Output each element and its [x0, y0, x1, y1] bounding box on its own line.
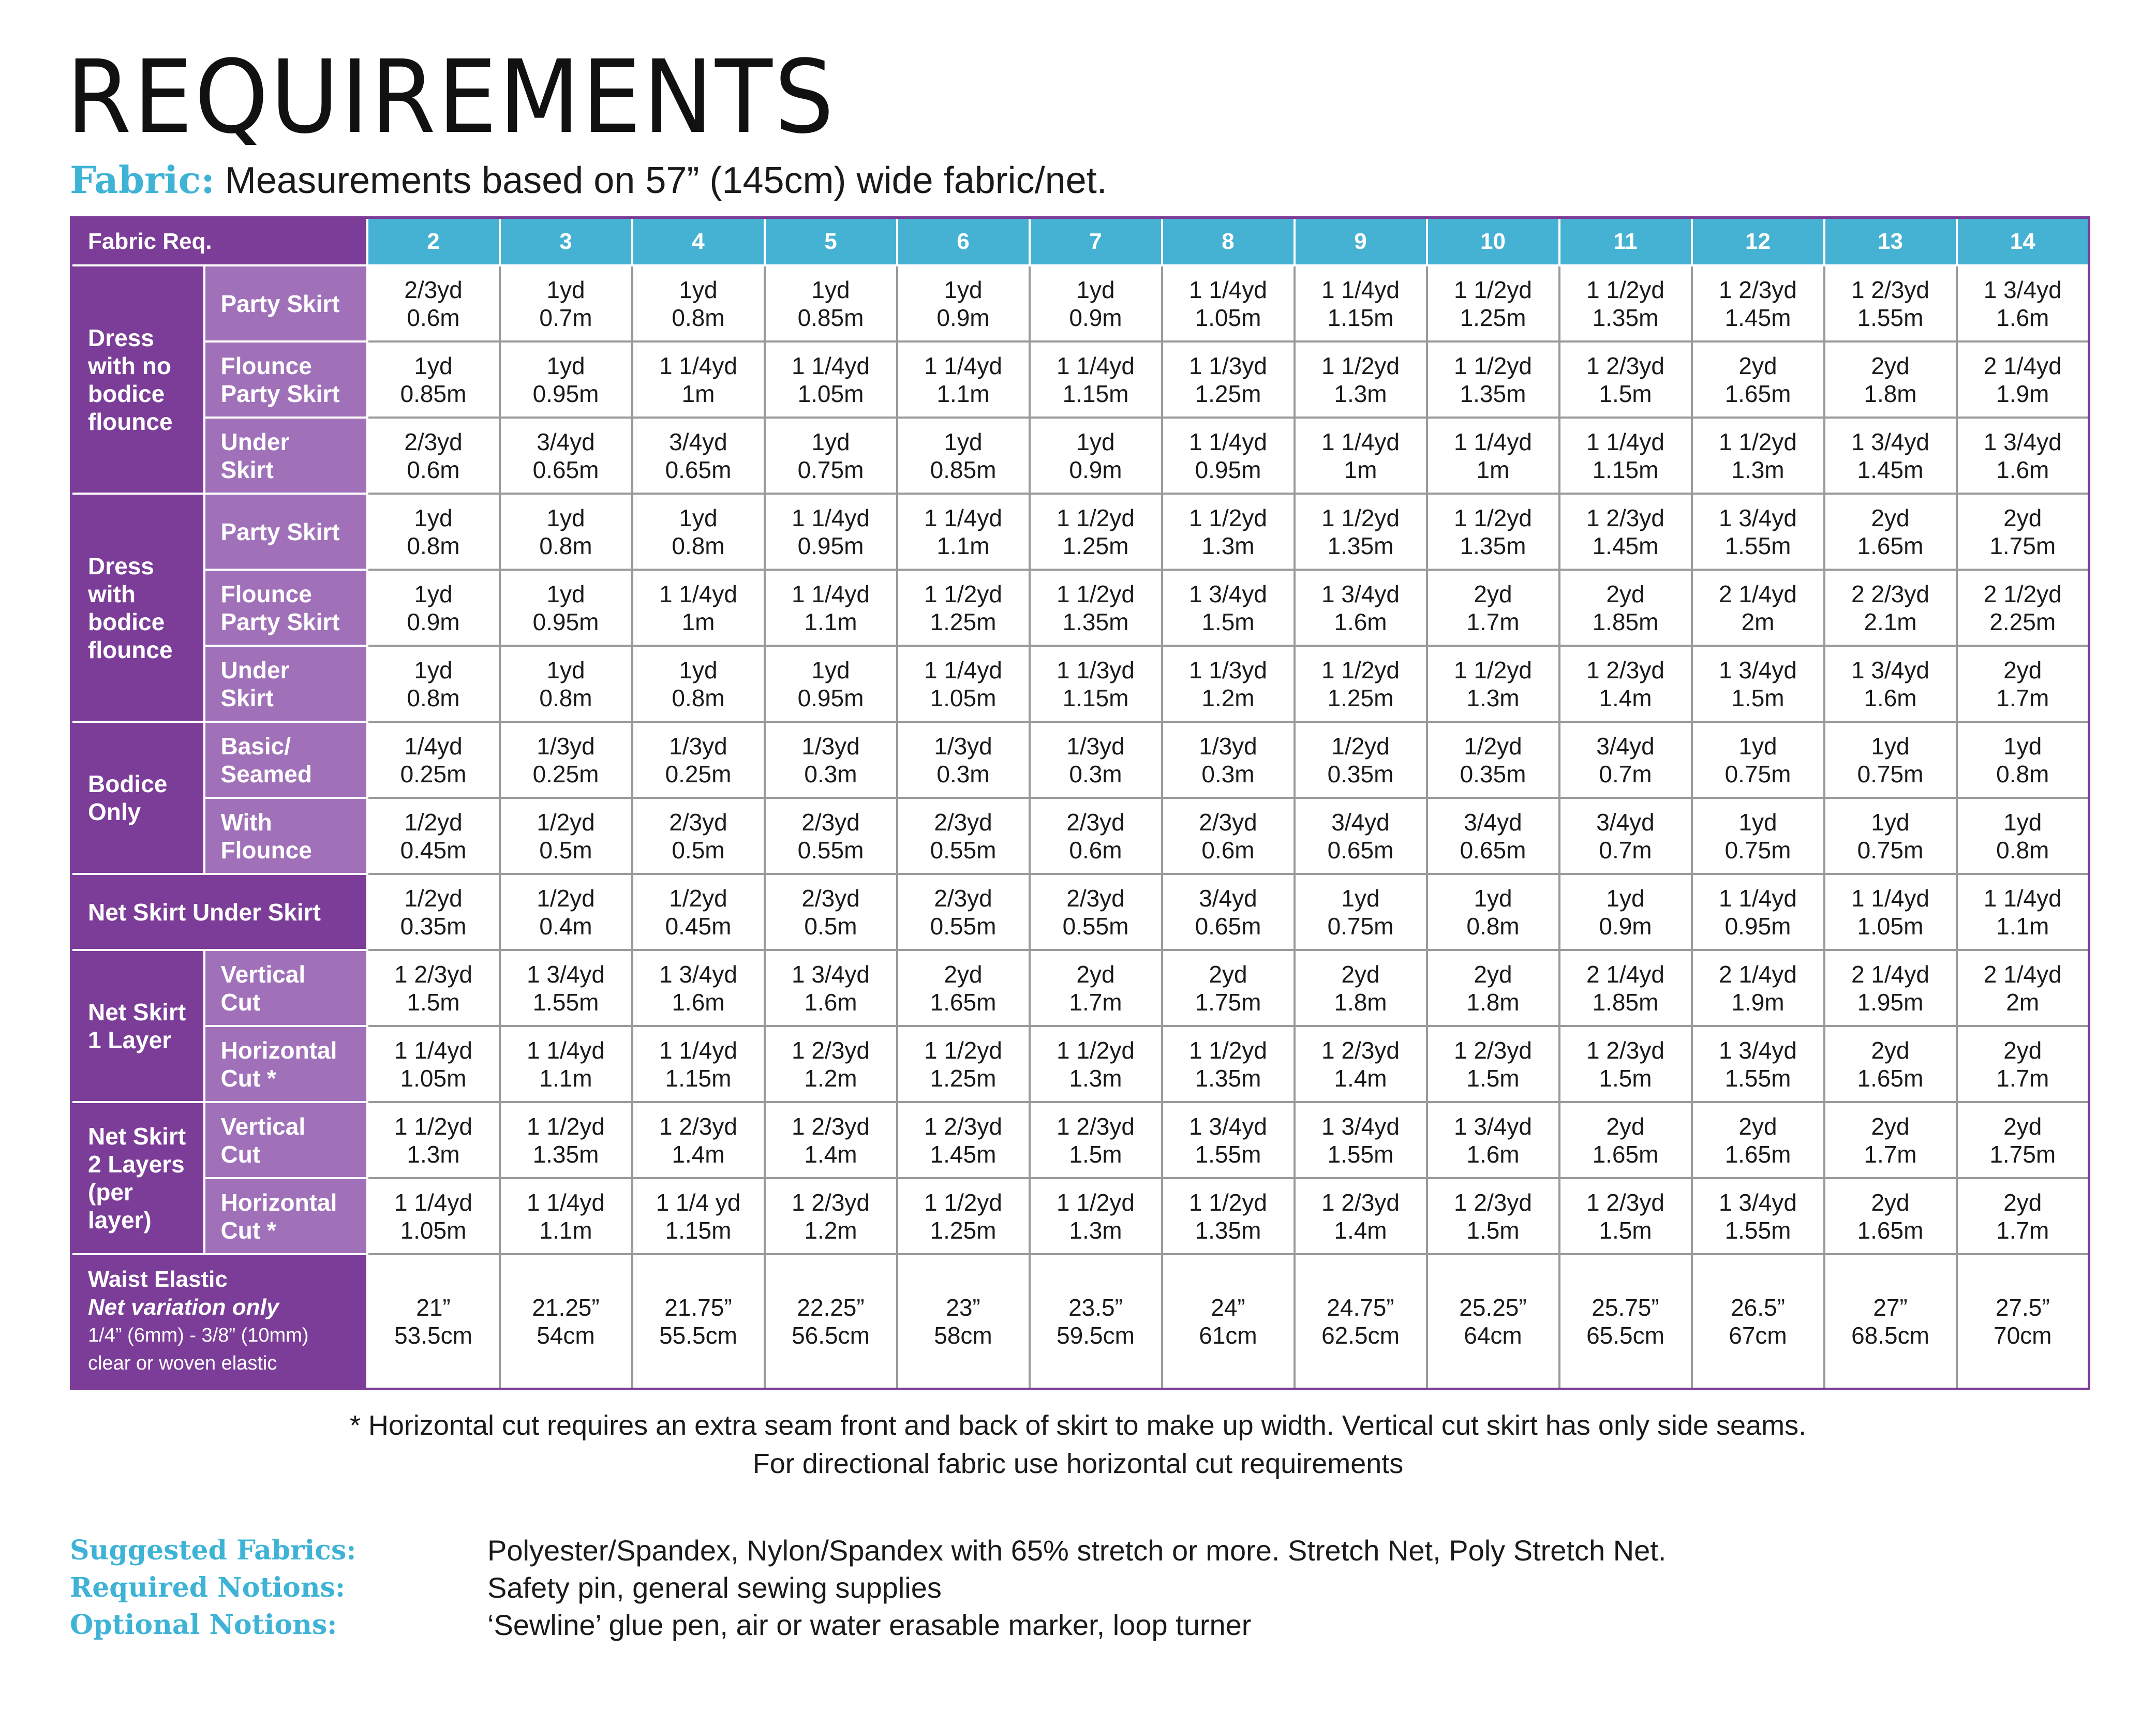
table-cell: 23.5” 59.5cm	[1030, 1254, 1162, 1389]
table-cell: 1 1/2yd 1.25m	[1295, 646, 1427, 722]
notions-value: ‘Sewline’ glue pen, air or water erasable marker, loop turner	[487, 1608, 1252, 1641]
table-cell: 2yd 1.65m	[897, 950, 1030, 1026]
row-label: Flounce Party Skirt	[204, 341, 367, 418]
table-cell: 3/4yd 0.65m	[632, 418, 765, 494]
table-cell: 1 1/2yd 1.3m	[1692, 418, 1824, 494]
table-cell: 1/3yd 0.3m	[765, 722, 897, 798]
table-cell: 2yd 1.75m	[1957, 494, 2089, 570]
size-header: 10	[1427, 218, 1559, 266]
table-cell: 1 1/2yd 1.25m	[1030, 494, 1162, 570]
table-row	[71, 1178, 2089, 1254]
table-cell: 1/2yd 0.35m	[1427, 722, 1559, 798]
table-cell: 27.5” 70cm	[1957, 1254, 2089, 1389]
table-cell: 2/3yd 0.55m	[765, 798, 897, 874]
row-label: Flounce Party Skirt	[204, 570, 367, 646]
table-cell: 26.5” 67cm	[1692, 1254, 1824, 1389]
table-cell: 27” 68.5cm	[1824, 1254, 1957, 1389]
table-cell: 1yd 0.75m	[1824, 798, 1957, 874]
table-row	[71, 1026, 2089, 1102]
table-cell: 1 2/3yd 1.5m	[1427, 1026, 1559, 1102]
row-label: Vertical Cut	[204, 1102, 367, 1178]
table-cell: 2 1/2yd 2.25m	[1957, 570, 2089, 646]
table-cell: 1 2/3yd 1.4m	[1295, 1026, 1427, 1102]
size-header: 5	[765, 218, 897, 266]
table-cell: 2yd 1.7m	[1824, 1102, 1957, 1178]
notions-list	[70, 1531, 1666, 1643]
size-header: 14	[1957, 218, 2089, 266]
waist-elastic-label	[71, 1254, 367, 1389]
table-row	[71, 265, 2089, 341]
size-header: 6	[897, 218, 1030, 266]
header-corner: Fabric Req.	[71, 218, 367, 266]
table-cell: 1 1/4yd 1.1m	[765, 570, 897, 646]
table-cell: 23” 58cm	[897, 1254, 1030, 1389]
table-cell: 1 1/2yd 1.25m	[897, 1178, 1030, 1254]
table-cell: 1/2yd 0.4m	[500, 874, 632, 950]
table-cell: 1 1/4yd 0.95m	[1692, 874, 1824, 950]
table-cell: 1yd 0.95m	[765, 646, 897, 722]
table-cell: 1yd 0.8m	[500, 494, 632, 570]
table-row	[71, 646, 2089, 722]
requirements-table	[70, 216, 2090, 1390]
table-cell: 1yd 0.8m	[1957, 722, 2089, 798]
table-cell: 1/3yd 0.3m	[1030, 722, 1162, 798]
table-cell: 2/3yd 0.5m	[765, 874, 897, 950]
table-cell: 1 3/4yd 1.6m	[1824, 646, 1957, 722]
table-cell: 1 1/2yd 1.25m	[1427, 265, 1559, 341]
table-cell: 1yd 0.9m	[897, 265, 1030, 341]
group-label: Net Skirt 2 Layers (per layer)	[71, 1102, 204, 1254]
group-label: Dress with no bodice flounce	[71, 265, 204, 494]
table-cell: 1 1/2yd 1.3m	[367, 1102, 500, 1178]
table-cell: 1 1/4yd 1.15m	[632, 1026, 765, 1102]
footnote	[0, 1406, 2156, 1483]
size-header: 4	[632, 218, 765, 266]
table-cell: 1 1/2yd 1.25m	[897, 570, 1030, 646]
table-cell: 1 1/2yd 1.35m	[1427, 341, 1559, 418]
table-cell: 1 2/3yd 1.4m	[1559, 646, 1692, 722]
table-cell: 1 1/4yd 1.05m	[1162, 265, 1295, 341]
table-cell: 1 3/4yd 1.5m	[1692, 646, 1824, 722]
table-cell: 2yd 1.8m	[1295, 950, 1427, 1026]
table-cell: 1 1/4yd 0.95m	[765, 494, 897, 570]
table-cell: 2yd 1.65m	[1692, 341, 1824, 418]
table-cell: 1 3/4yd 1.55m	[1692, 1026, 1824, 1102]
table-cell: 1 3/4yd 1.55m	[1162, 1102, 1295, 1178]
row-label: Horizontal Cut *	[204, 1178, 367, 1254]
table-cell: 1 1/2yd 1.35m	[1295, 494, 1427, 570]
group-label: Bodice Only	[71, 722, 204, 874]
table-cell: 1 2/3yd 1.5m	[1559, 341, 1692, 418]
table-cell: 3/4yd 0.65m	[1427, 798, 1559, 874]
table-cell: 1/2yd 0.35m	[1295, 722, 1427, 798]
table-cell: 1 2/3yd 1.5m	[1427, 1178, 1559, 1254]
table-cell: 1 1/4yd 1.05m	[765, 341, 897, 418]
row-label: Party Skirt	[204, 265, 367, 341]
table-cell: 1 2/3yd 1.2m	[765, 1026, 897, 1102]
table-row	[71, 874, 2089, 950]
table-cell: 3/4yd 0.7m	[1559, 798, 1692, 874]
table-cell: 2/3yd 0.6m	[367, 265, 500, 341]
table-cell: 1 1/4yd 1.15m	[1030, 341, 1162, 418]
group-label: Net Skirt 1 Layer	[71, 950, 204, 1102]
size-header: 9	[1295, 218, 1427, 266]
table-cell: 1 2/3yd 1.5m	[367, 950, 500, 1026]
table-row	[71, 494, 2089, 570]
fabric-description: Measurements based on 57” (145cm) wide fabric/net.	[214, 160, 1107, 201]
table-row	[71, 798, 2089, 874]
table-cell: 1 1/4yd 1.1m	[500, 1026, 632, 1102]
table-cell: 1 1/2yd 1.35m	[1559, 265, 1692, 341]
table-cell: 1yd 0.8m	[1427, 874, 1559, 950]
table-cell: 1 1/4yd 1.1m	[897, 494, 1030, 570]
table-cell: 1 2/3yd 1.45m	[1692, 265, 1824, 341]
table-cell: 22.25” 56.5cm	[765, 1254, 897, 1389]
table-cell: 2yd 1.7m	[1957, 646, 2089, 722]
table-cell: 2yd 1.7m	[1030, 950, 1162, 1026]
row-label: Vertical Cut	[204, 950, 367, 1026]
table-cell: 1 1/4yd 1.1m	[1957, 874, 2089, 950]
table-cell: 1 1/2yd 1.35m	[1162, 1178, 1295, 1254]
table-cell: 1 3/4yd 1.6m	[1295, 570, 1427, 646]
table-cell: 2/3yd 0.5m	[632, 798, 765, 874]
table-cell: 1 2/3yd 1.4m	[765, 1102, 897, 1178]
table-cell: 1yd 0.9m	[367, 570, 500, 646]
table-cell: 2yd 1.65m	[1559, 1102, 1692, 1178]
table-cell: 1yd 0.85m	[765, 265, 897, 341]
table-cell: 2yd 1.7m	[1957, 1178, 2089, 1254]
table-cell: 25.75” 65.5cm	[1559, 1254, 1692, 1389]
table-row	[71, 722, 2089, 798]
table-cell: 1 1/2yd 1.35m	[1162, 1026, 1295, 1102]
size-header: 11	[1559, 218, 1692, 266]
table-cell: 1 3/4yd 1.55m	[1295, 1102, 1427, 1178]
table-cell: 1 1/2yd 1.35m	[500, 1102, 632, 1178]
table-cell: 3/4yd 0.65m	[1295, 798, 1427, 874]
table-cell: 1 2/3yd 1.4m	[632, 1102, 765, 1178]
table-cell: 21.75” 55.5cm	[632, 1254, 765, 1389]
table-cell: 2 1/4yd 2m	[1692, 570, 1824, 646]
table-cell: 1/3yd 0.3m	[1162, 722, 1295, 798]
table-row	[71, 570, 2089, 646]
size-header: 7	[1030, 218, 1162, 266]
table-cell: 2/3yd 0.55m	[897, 874, 1030, 950]
table-cell: 1 1/4yd 1m	[1295, 418, 1427, 494]
table-cell: 1 1/4yd 1.1m	[897, 341, 1030, 418]
table-cell: 1yd 0.85m	[367, 341, 500, 418]
table-cell: 1 3/4yd 1.55m	[500, 950, 632, 1026]
table-cell: 2yd 1.75m	[1162, 950, 1295, 1026]
footnote-line-2: For directional fabric use horizontal cut requirements	[752, 1448, 1404, 1479]
row-label: Under Skirt	[204, 418, 367, 494]
table-cell: 2/3yd 0.55m	[1030, 874, 1162, 950]
notions-label: Required Notions:	[70, 1571, 346, 1603]
table-cell: 1yd 0.8m	[632, 265, 765, 341]
notions-row	[70, 1531, 1666, 1569]
table-cell: 1/3yd 0.25m	[500, 722, 632, 798]
table-cell: 1 1/2yd 1.3m	[1427, 646, 1559, 722]
footnote-line-1: * Horizontal cut requires an extra seam front and back of skirt to make up width. Vertical cut skirt has only side seams.	[349, 1410, 1807, 1441]
notions-row	[70, 1569, 1666, 1606]
row-label: Basic/ Seamed	[204, 722, 367, 798]
waist-elastic-line: Net variation only	[88, 1294, 279, 1320]
table-cell: 1yd 0.7m	[500, 265, 632, 341]
table-cell: 3/4yd 0.65m	[1162, 874, 1295, 950]
group-label: Dress with bodice flounce	[71, 494, 204, 722]
table-cell: 1 1/2yd 1.3m	[1030, 1178, 1162, 1254]
table-cell: 21” 53.5cm	[367, 1254, 500, 1389]
fabric-subtitle	[70, 158, 1107, 202]
table-cell: 1yd 0.75m	[1692, 798, 1824, 874]
waist-elastic-line: clear or woven elastic	[88, 1352, 277, 1374]
table-cell: 1 3/4yd 1.6m	[1957, 418, 2089, 494]
table-cell: 1 1/2yd 1.3m	[1162, 494, 1295, 570]
table-cell: 2 1/4yd 1.95m	[1824, 950, 1957, 1026]
table-cell: 1yd 0.85m	[897, 418, 1030, 494]
table-cell: 24” 61cm	[1162, 1254, 1295, 1389]
table-cell: 1yd 0.8m	[632, 646, 765, 722]
table-cell: 1 1/4yd 1.05m	[367, 1178, 500, 1254]
table-cell: 1 2/3yd 1.5m	[1559, 1026, 1692, 1102]
table-cell: 2 1/4yd 2m	[1957, 950, 2089, 1026]
waist-elastic-line: 1/4” (6mm) - 3/8” (10mm)	[88, 1324, 309, 1346]
table-cell: 1 1/3yd 1.2m	[1162, 646, 1295, 722]
table-cell: 1 3/4yd 1.45m	[1824, 418, 1957, 494]
table-cell: 1 3/4yd 1.6m	[765, 950, 897, 1026]
table-cell: 1 1/4 yd 1.15m	[632, 1178, 765, 1254]
table-cell: 1yd 0.8m	[367, 646, 500, 722]
table-cell: 2yd 1.65m	[1824, 1026, 1957, 1102]
size-header-row	[71, 218, 2089, 266]
table-cell: 1 2/3yd 1.4m	[1295, 1178, 1427, 1254]
table-cell: 1 1/4yd 1.15m	[1559, 418, 1692, 494]
row-label: Horizontal Cut *	[204, 1026, 367, 1102]
table-cell: 2yd 1.65m	[1824, 494, 1957, 570]
table-cell: 1 1/4yd 1.05m	[1824, 874, 1957, 950]
table-cell: 1yd 0.9m	[1030, 265, 1162, 341]
table-cell: 2 2/3yd 2.1m	[1824, 570, 1957, 646]
table-cell: 1yd 0.95m	[500, 341, 632, 418]
size-header: 12	[1692, 218, 1824, 266]
table-cell: 1/2yd 0.45m	[367, 798, 500, 874]
notions-value: Safety pin, general sewing supplies	[487, 1571, 942, 1604]
table-cell: 24.75” 62.5cm	[1295, 1254, 1427, 1389]
table-cell: 1 1/4yd 1m	[632, 341, 765, 418]
table-cell: 2yd 1.65m	[1824, 1178, 1957, 1254]
table-cell: 1 3/4yd 1.55m	[1692, 1178, 1824, 1254]
table-cell: 1yd 0.95m	[500, 570, 632, 646]
size-header: 2	[367, 218, 500, 266]
table-cell: 1yd 0.8m	[500, 646, 632, 722]
table-cell: 1 2/3yd 1.45m	[897, 1102, 1030, 1178]
table-cell: 1 3/4yd 1.6m	[1427, 1102, 1559, 1178]
table-cell: 2yd 1.7m	[1427, 570, 1559, 646]
fabric-label: Fabric:	[70, 158, 215, 202]
size-header: 13	[1824, 218, 1957, 266]
table-cell: 1yd 0.9m	[1030, 418, 1162, 494]
table-cell: 1 2/3yd 1.5m	[1030, 1102, 1162, 1178]
table-cell: 2/3yd 0.6m	[1162, 798, 1295, 874]
table-row	[71, 1102, 2089, 1178]
notions-label: Optional Notions:	[70, 1609, 337, 1641]
table-cell: 1yd 0.8m	[367, 494, 500, 570]
table-cell: 3/4yd 0.65m	[500, 418, 632, 494]
row-label: Party Skirt	[204, 494, 367, 570]
table-cell: 1yd 0.8m	[632, 494, 765, 570]
table-cell: 21.25” 54cm	[500, 1254, 632, 1389]
table-cell: 2yd 1.65m	[1692, 1102, 1824, 1178]
table-cell: 1 1/4yd 1.05m	[367, 1026, 500, 1102]
table-cell: 2/3yd 0.6m	[367, 418, 500, 494]
table-cell: 2yd 1.85m	[1559, 570, 1692, 646]
table-cell: 25.25” 64cm	[1427, 1254, 1559, 1389]
table-cell: 2yd 1.75m	[1957, 1102, 2089, 1178]
row-label: Net Skirt Under Skirt	[71, 874, 367, 950]
table-cell: 2/3yd 0.55m	[897, 798, 1030, 874]
table-cell: 1 1/2yd 1.3m	[1295, 341, 1427, 418]
table-cell: 2yd 1.7m	[1957, 1026, 2089, 1102]
size-header: 8	[1162, 218, 1295, 266]
table-row	[71, 950, 2089, 1026]
table-cell: 1yd 0.75m	[1295, 874, 1427, 950]
row-label: Under Skirt	[204, 646, 367, 722]
table-cell: 1 3/4yd 1.6m	[1957, 265, 2089, 341]
table-cell: 2yd 1.8m	[1427, 950, 1559, 1026]
table-cell: 1 3/4yd 1.6m	[632, 950, 765, 1026]
table-cell: 1 1/2yd 1.35m	[1427, 494, 1559, 570]
table-cell: 1 1/3yd 1.15m	[1030, 646, 1162, 722]
table-cell: 1/4yd 0.25m	[367, 722, 500, 798]
table-cell: 2yd 1.8m	[1824, 341, 1957, 418]
table-cell: 1 1/2yd 1.3m	[1030, 1026, 1162, 1102]
table-cell: 1 1/2yd 1.35m	[1030, 570, 1162, 646]
table-cell: 1 3/4yd 1.55m	[1692, 494, 1824, 570]
table-cell: 1yd 0.75m	[765, 418, 897, 494]
row-label: With Flounce	[204, 798, 367, 874]
table-cell: 1yd 0.8m	[1957, 798, 2089, 874]
waist-elastic-line: Waist Elastic	[88, 1266, 228, 1292]
notions-label: Suggested Fabrics:	[70, 1534, 356, 1566]
table-cell: 1/2yd 0.45m	[632, 874, 765, 950]
table-row	[71, 1254, 2089, 1389]
table-cell: 2/3yd 0.6m	[1030, 798, 1162, 874]
table-cell: 1 2/3yd 1.55m	[1824, 265, 1957, 341]
table-cell: 2 1/4yd 1.9m	[1692, 950, 1824, 1026]
table-cell: 2 1/4yd 1.85m	[1559, 950, 1692, 1026]
table-cell: 1yd 0.75m	[1692, 722, 1824, 798]
notions-value: Polyester/Spandex, Nylon/Spandex with 65% stretch or more. Stretch Net, Poly Stretch Net.	[487, 1534, 1667, 1567]
table-cell: 1/2yd 0.5m	[500, 798, 632, 874]
notions-row	[70, 1606, 1666, 1643]
size-header: 3	[500, 218, 632, 266]
table-cell: 1 1/4yd 1.15m	[1295, 265, 1427, 341]
table-row	[71, 341, 2089, 418]
table-cell: 1 3/4yd 1.5m	[1162, 570, 1295, 646]
table-cell: 1 1/4yd 1.1m	[500, 1178, 632, 1254]
table-body	[71, 265, 2089, 1389]
table-cell: 3/4yd 0.7m	[1559, 722, 1692, 798]
table-cell: 1/3yd 0.25m	[632, 722, 765, 798]
table-cell: 1 2/3yd 1.5m	[1559, 1178, 1692, 1254]
table-cell: 1 1/4yd 0.95m	[1162, 418, 1295, 494]
table-cell: 1yd 0.75m	[1824, 722, 1957, 798]
table-cell: 1 2/3yd 1.45m	[1559, 494, 1692, 570]
page-title: REQUIREMENTS	[66, 38, 836, 156]
table-cell: 1/2yd 0.35m	[367, 874, 500, 950]
table-cell: 1 1/4yd 1m	[1427, 418, 1559, 494]
table-cell: 2 1/4yd 1.9m	[1957, 341, 2089, 418]
table-row	[71, 418, 2089, 494]
table-cell: 1 1/3yd 1.25m	[1162, 341, 1295, 418]
table-cell: 1/3yd 0.3m	[897, 722, 1030, 798]
table-cell: 1 2/3yd 1.2m	[765, 1178, 897, 1254]
table-cell: 1 1/4yd 1.05m	[897, 646, 1030, 722]
table-cell: 1 1/4yd 1m	[632, 570, 765, 646]
table-cell: 1yd 0.9m	[1559, 874, 1692, 950]
table-cell: 1 1/2yd 1.25m	[897, 1026, 1030, 1102]
